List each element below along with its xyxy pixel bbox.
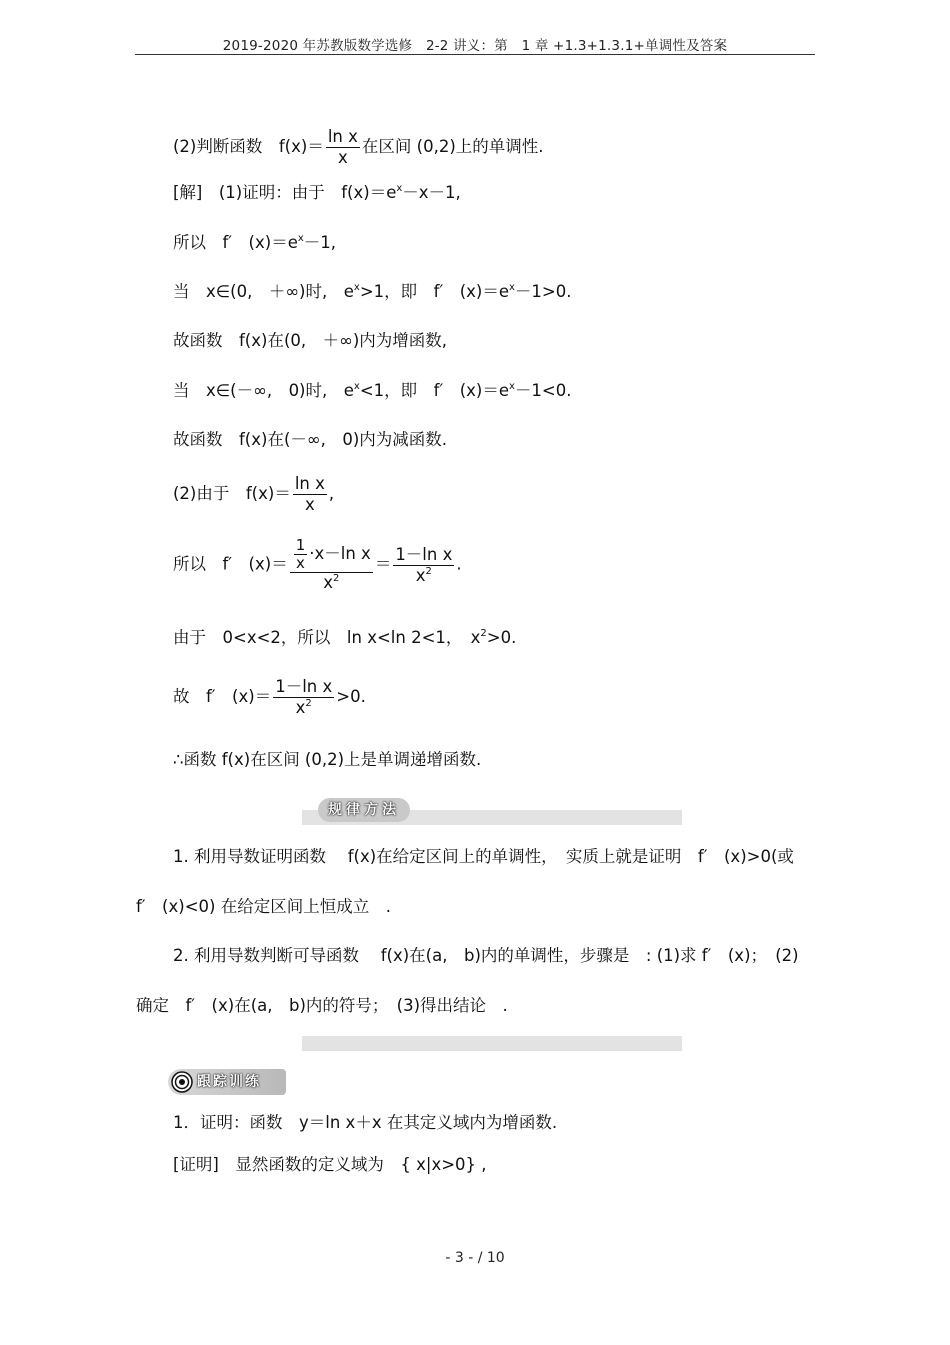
page-number: - 3 - / 10: [445, 1250, 505, 1266]
fraction-lnx-over-x: $\frac{\text{ln x}}{x}$: [294, 474, 325, 514]
line-derivative: 所以 f′ $(x)=e^x-1$,: [173, 233, 337, 252]
line-part2-derivative: 所以 f′ (x)＝ $\frac{1}{x}$ ·x－ln x $x^2$ ＝ $\frac{\text{1－ln x}}{x^2}$ .: [173, 536, 462, 592]
rule-1-line-2: f′ (x)<0) 在给定区间上恒成立 .: [136, 897, 391, 916]
line-part2-question: (2)判断函数 f(x)＝ $\frac{\text{ln x}}{x}$ 在区间 (0,2)上的单调性.: [173, 127, 544, 167]
fraction-simplified: $\frac{\text{1－ln x}}{x^2}$: [395, 544, 453, 585]
target-icon: [171, 1071, 193, 1093]
rule-2-line-1: 2. 利用导数判断可导函数 f(x)在(a, b)内的单调性，步骤是 : (1)求 f′ (x)； (2): [173, 946, 799, 965]
practice-question-1: 1．证明：函数 y＝ln x＋x 在其定义域内为增函数.: [173, 1113, 558, 1132]
page-header: 2019-2020 年苏教版数学选修 2-2 讲义：第 1 章 +1.3+1.3.1+单调性及答案: [222, 38, 728, 54]
section-band: [302, 1036, 682, 1051]
fraction-one-over-x: $\frac{1}{x}$: [295, 536, 306, 572]
line-case-negative: 当 x∈(－∞, 0)时, $e^x<1$，即 f′ $(x)=e^x-1<0$.: [173, 381, 572, 400]
line-increasing-conclusion: 故函数 f(x)在(0, ＋∞)内为增函数,: [173, 331, 448, 350]
section-title-rules: 规律方法: [318, 798, 410, 822]
line-decreasing-conclusion: 故函数 f(x)在(－∞, 0)内为减函数.: [173, 430, 448, 449]
line-part2-given: (2)由于 f(x)＝ $\frac{\text{ln x}}{x}$ ,: [173, 474, 335, 514]
line-solution-start: [解] (1)证明：由于 $f(x)=e^x-x-1$,: [173, 183, 461, 202]
fraction-lnx-over-x: $\frac{\text{ln x}}{x}$: [327, 127, 358, 167]
line-final-conclusion: ∴函数 f(x)在区间 (0,2)上是单调递增函数.: [173, 750, 482, 769]
line-domain-bound: 由于 0<x<2，所以 ln x<ln 2<1， $x^2>0$.: [173, 628, 517, 647]
section-title-practice: 跟踪训练: [168, 1069, 286, 1095]
rule-2-line-2: 确定 f′ (x)在(a, b)内的符号； (3)得出结论 .: [136, 996, 508, 1015]
fraction-one-minus-lnx: $\frac{\text{1－ln x}}{x^2}$: [275, 677, 333, 717]
line-case-positive: 当 x∈(0, ＋∞)时, $e^x>1$，即 f′ $(x)=e^x-1>0$.: [173, 282, 572, 301]
header-rule: [135, 54, 815, 55]
rule-1-line-1: 1. 利用导数证明函数 f(x)在给定区间上的单调性， 实质上就是证明 f′ (x)>0(或: [173, 847, 794, 866]
line-sign-conclusion: 故 f′ (x)＝ $\frac{\text{1－ln x}}{x^2}$ >0.: [173, 677, 366, 717]
practice-proof-start: [证明] 显然函数的定义域为 { x|x>0} ,: [173, 1155, 487, 1174]
compound-fraction: $\frac{1}{x}$ ·x－ln x $x^2$: [290, 538, 373, 592]
